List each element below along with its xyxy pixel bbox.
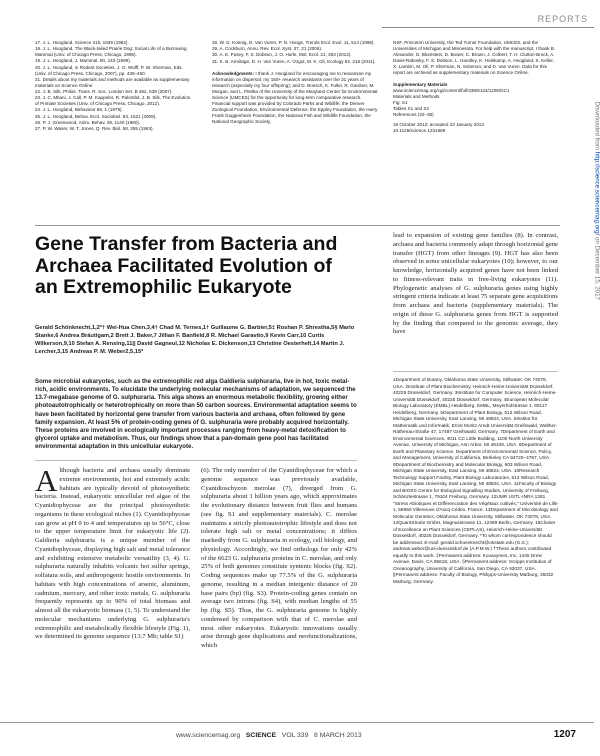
references-col-3	[393, 40, 558, 134]
download-note	[593, 102, 600, 301]
reference-item: 28. W. D. Koenig, D. Van Vuren, P. N. Hooge, Trends Ecol. Evol. 11, 514 (1996).	[212, 40, 375, 45]
reference-item: 26. P. J. Greenwood, Anim. Behav. 28, 1140 (1980).	[35, 119, 141, 125]
footer-site: www.sciencemag.org	[176, 732, 241, 739]
supp-item: www.sciencemag.org/cgi/content/full/339/6124/1205/DC1	[393, 88, 510, 93]
supp-item: References (32–38)	[393, 112, 434, 117]
side-suffix: on December 15, 2017	[593, 237, 600, 300]
reference-item: 22. J. B. Silk, Philos. Trans. R. Soc. London Ser. B 362, 539 (2007).	[35, 88, 173, 94]
supp-item: Tables S1 and S2	[393, 106, 430, 111]
reference-item: 20. J. L. Hoogland, in Rodent Societies, J. O. Wolff, P. W. Sherman, Eds. (Univ. of Chicago Press, Chicago, 2007), pp. 438–450.	[35, 64, 183, 76]
footer-journal: SCIENCE	[245, 732, 277, 739]
reference-item: 21. Details about my materials and methods are available as supplementary materials on Science Online.	[35, 76, 190, 88]
supp-heading: Supplementary Materials	[393, 82, 448, 87]
references-col-1	[35, 40, 195, 132]
section-divider	[35, 225, 560, 226]
reference-item: 24. J. L. Hoogland, Behaviour 69, 1 (1979).	[35, 107, 123, 113]
reference-item: 31. K. B. Armitage, D. H. Van Vuren, A. Ozgul, M. K. Oli, Ecology 92, 218 (2011).	[212, 58, 376, 64]
reference-item: 17. J. L. Hoogland, Science 215, 1639 (1982).	[35, 40, 129, 45]
reference-item: 30. A. E. Pusey, F. S. Dobson, J. O. Hurle, Mol. Ecol. 21, 493 (2012).	[212, 52, 352, 58]
reference-item: 23. J. C. Mitani, J. Call, P. M. Kappeler, R. Palombit, J. B. Silk, The Evolution of Primate Societies (Univ. of Chicago Press, Chicago, 2012).	[35, 95, 191, 107]
col3-text: NSF, Princeton University, the Ted Turner Foundation, UMCES, and the Universities of Michigan and Minnesota. For help with the manuscript, I thank B. Alexander, D. Blumstein, D. Bower, C. Brown, J. Colbert, T. H. Clutton-Brock, A. Davis-Rabosky, F. S. Dobson, L. Handley, K. Holekamp, A. Hoogland, S. Keller, X. Lambin, M. Oli, P. Sherman, N. Solomon, and D. Van Vuren. Data for this report are archived as supplementary materials on Science Online.	[393, 40, 556, 75]
abstract-rule	[35, 460, 357, 461]
supp-item: Fig. S1	[393, 100, 408, 105]
dates: 18 October 2012; accepted 23 January 2013	[393, 122, 484, 127]
reference-item: 27. P. W. Waser, W. T. Jones, Q. Rev. Biol. 58, 355 (1983).	[35, 125, 154, 131]
footer-volume: VOL 339	[281, 732, 309, 739]
footer	[176, 732, 362, 739]
body-col-2-text: (6). The only member of the Cyanidiophyceae for which a genome sequence was previously available, Cyanidioschyzon merolae (7), diverged from G. sulphuraria about 1 billion years ago, which approximates the evolutionary distance between fruit flies and humans (see fig. S1 and supplementary materials). C. merolae maintains a strictly photoautotrophic lifestyle and does not tolerate high salt or metal concentrations; it differs markedly from G. sulphuraria in ecology, cell biology, and physiology. Accordingly, we find orthologs for only 42% of the 6623 G. sulphuraria proteins in C. merolae, and only 25% of both genomes constitute syntenic blocks (fig. S2). Coding sequences make up 77.5% of the G. sulphuraria genome, resulting in a median intergenic distance of 20 base pairs (bp) (fig. S3). Protein-coding genes contain on average two introns (fig. S4), with median lengths of 55 bp (fig. S5). Thus, the G. sulphuraria genome is highly condensed by comparison with that of C. merolae and most other eukaryotes. Eukaryotic innovations usually arise through gene duplications and neofunctionalizations, which	[201, 467, 357, 649]
footer-rule	[0, 722, 594, 723]
ack-heading: Acknowledgments:	[212, 70, 255, 76]
footer-date: 8 MARCH 2013	[314, 732, 362, 739]
doi: 10.1126/science.1231689	[393, 128, 446, 133]
ack-text: I thank J. Hoogland for encouraging me to reexamine my information on dispersal; my 150+ research assistants over the 31 years of research (especially my four offspring); and D. Boesch, K. Fuller, R. Gardner, M. Morgan, and L. Pitelka of the University of the Maryland Center for Environmental Science (UMCES) for the opportunity for long-term comparative research. Financial support was provided by Colorado Parks and Wildlife, the Denver Zoological Foundation, Environmental Defense, the Eppley Foundation, the Harry Frank Guggenheim Foundation, the National Fish and Wildlife Foundation, the National Geographic Society,	[212, 70, 378, 124]
reference-item: 18. J. L. Hoogland, The Black-tailed Prairie Dog: Social Life of a Burrowing Mammal (Univ. of Chicago Press, Chicago, 1995).	[35, 46, 187, 58]
article-title: Gene Transfer from Bacteria and Archaea Facilitated Evolution of an Extremophilic Eukaryote	[35, 233, 338, 298]
section-label: REPORTS	[537, 14, 588, 24]
side-url[interactable]: http://science.sciencemag.org/	[593, 151, 600, 236]
body-col-3	[393, 232, 558, 337]
reference-item: 25. J. L. Hoogland, Behav. Ecol. Sociobiol. 63, 1621 (2009).	[35, 113, 157, 119]
side-prefix: Downloaded from	[593, 101, 600, 150]
body-col-1-text: lthough bacteria and archaea usually dominate extreme environments, hot and extremely acidic habitats are typically devoid of photosynthetic bacteria. Instead, eukaryotic unicellular red algae of the Cyanidiophyceae are the principal photosynthetic organisms in these ecological niches (1). Cyanidiophyceae can grow at pH 0 to 4 and temperatures up to 56°C, close to the upper temperature limit for eukaryotic life (2). Galdieria sulphuraria is a unique member of the Cyanidiophyceae, displaying high salt and metal tolerance and exhibiting extensive metabolic versatility (3, 4). G. sulphuraria naturally inhabits volcanic hot sulfur springs, solfatara soils, and anthropogenic hostile environments. In habitats with high concentrations of arsenic, aluminum, cadmium, mercury, and other toxic metals, G. sulphuraria frequently represents up to 90% of total biomass and almost all the eukaryotic biomass (1, 5). To understand the molecular mechanisms underlying G. sulphuraria's extremophilic and metabolically flexible lifestyle (Fig. 1), we determined its genome sequence (13.7 Mb; table S1)	[35, 467, 190, 641]
acknowledgments	[212, 71, 380, 125]
supp-item: Materials and Methods	[393, 94, 440, 99]
affiliations: 1Department of Botany, Oklahoma State University, Stillwater, OK 74078, USA. 2Institute of Plant Biochemistry, Heinrich-Heine-Universität Düsseldorf, 40225 Düsseldorf, Germany. 3Institute for Computer Science, Heinrich-Heine-Universität Düsseldorf, 40225 Düsseldorf, Germany. 4European Molecular Biology Laboratory (EMBL) Heidelberg, EMBL, Meyerhofstrasse 1, 69117 Heidelberg, Germany. 5Department of Plant Biology, 612 Wilson Road, Michigan State University, East Lansing, MI 48824, USA. 6Institut für Mathematik und Informatik, Ernst Moritz Arndt Universität Greifswald, Walther-Rathenau-Straße 47, 17487 Greifswald, Germany. 7Department of Earth and Environmental Sciences, 4011 CC Little Building, 1100 North University Avenue, University of Michigan, Ann Arbor, MI 48109, USA. 8Department of Earth and Planetary Science, Department of Environmental Science, Policy, and Management, University of California, Berkeley CA 94720–4767, USA. 9Department of Biochemistry and Molecular Biology, 603 Wilson Road, Michigan State University, East Lansing, MI 48824, USA. 10Research Technology Support Facility, Plant Biology Laboratories, 612 Wilson Road, Michigan State University, East Lansing, MI 48824, USA. 11Faculty of Biology and BIOSS Centre for Biological Signalling Studies, University of Freiburg, Schänzlestrasse 1, 79104 Freiburg, Germany. 12UMR USTL-INRA 1281 "Stress Abiotiques et Différenciation des Végétaux cultivés," Université de Lille 1, 59650 Villeneuve d'Ascq Cédex, France. 13Department of Microbiology and Molecular Genetics, Oklahoma State University, Stillwater, OK 74078, USA. 14QuantSSuite GmbH, Magnusstrasse 11, 12489 Berlin, Germany. 15Cluster of Excellence on Plant Sciences (CEPLAS), Heinrich-Heine-Universität Düsseldorf, 40225 Düsseldorf, Germany. *To whom correspondence should be addressed. E-mail: gerald.schoenknecht@okstate.edu (G.S.); andreas.weber@uni-duesseldorf.de (A.P.M.W.) †These authors contributed equally to this work. ‡Permanent address: Kovaxymes, Inc, 1445 Drew Avenue, Davis, CA 95618, USA. §Permanent address: Scripps Institution of Oceanography, University of California, San Diego, CA 92037, USA. ||Permanent address: Faculty of Biology, Philipps-University Marburg, 35032 Marburg, Germany.	[393, 378, 558, 585]
references-col-2	[212, 40, 380, 125]
reference-item: 19. J. L. Hoogland, J. Mammal. 80, 243 (1999).	[35, 58, 132, 64]
drop-cap: A	[35, 463, 58, 498]
body-col-3-text: lead to expansion of existing gene families (8). In contrast, archaea and bacteria commonly adapt through horizontal gene transfer (HGT) from other lineages (9). HGT has also been observed in some unicellular eukaryotes (10); however, to our knowledge, horizontally acquired genes have not been linked to fitness-relevant traits in free-living eukaryotes (11). Phylogenetic analyses of G. sulphuraria genes using highly stringent criteria indicate at least 75 separate gene acquisitions from archaea and bacteria (supplementary materials). The origin of these G. sulphuraria genes from HGT is supported by the finding that compared to the genomic average, they have	[393, 232, 558, 336]
header-rule	[382, 27, 594, 28]
author-list: Gerald Schönknecht,1,2*† Wei-Hua Chen,3,4† Chad M. Ternes,1† Guillaume G. Barbier,5‡ Roshan P. Shrestha,5§ Mario Stanke,6 Andrea Bräutigam,2 Brett J. Baker,7 Jillian F. Banfield,8 R. Michael Garavito,9 Kevin Carr,10 Curtis Wilkerson,9,10 Stefan A. Rensing,11|| David Gagneul,12 Nicholas E. Dickenson,13 Christine Oesterhelt,14 Martin J. Lercher,3,15 Andreas P. M. Weber2,5,15*	[35, 325, 355, 355]
reference-item: 29. A. Cockburn, Annu. Rev. Ecol. Syst. 37, 21 (2006).	[212, 46, 323, 52]
body-col-1	[35, 463, 190, 642]
affiliations-rule	[393, 371, 558, 372]
supp-lines	[393, 88, 558, 118]
page-number: 1207	[553, 729, 576, 740]
abstract: Some microbial eukaryotes, such as the extremophilic red alga Galdieria sulphuraria, live in hot, toxic metal-rich, acidic environments. To elucidate the underlying molecular mechanisms of adaptation, we sequenced the 13.7-megabase genome of G. sulphuraria. This alga shows an enormous metabolic flexibility, growing either photoautotrophically or heterotrophically on more than 50 carbon sources. Environmental adaptation seems to have been facilitated by horizontal gene transfer from various bacteria and archaea, often followed by gene family expansion. At least 5% of protein-coding genes of G. sulphuraria were probably acquired horizontally. These proteins are involved in ecologically important processes ranging from heavy-metal detoxification to glycerol uptake and metabolism. Thus, our findings show that a pan-domain gene pool has facilitated environmental adaptation in this unicellular eukaryote.	[35, 378, 357, 451]
body-col-2	[201, 467, 357, 651]
